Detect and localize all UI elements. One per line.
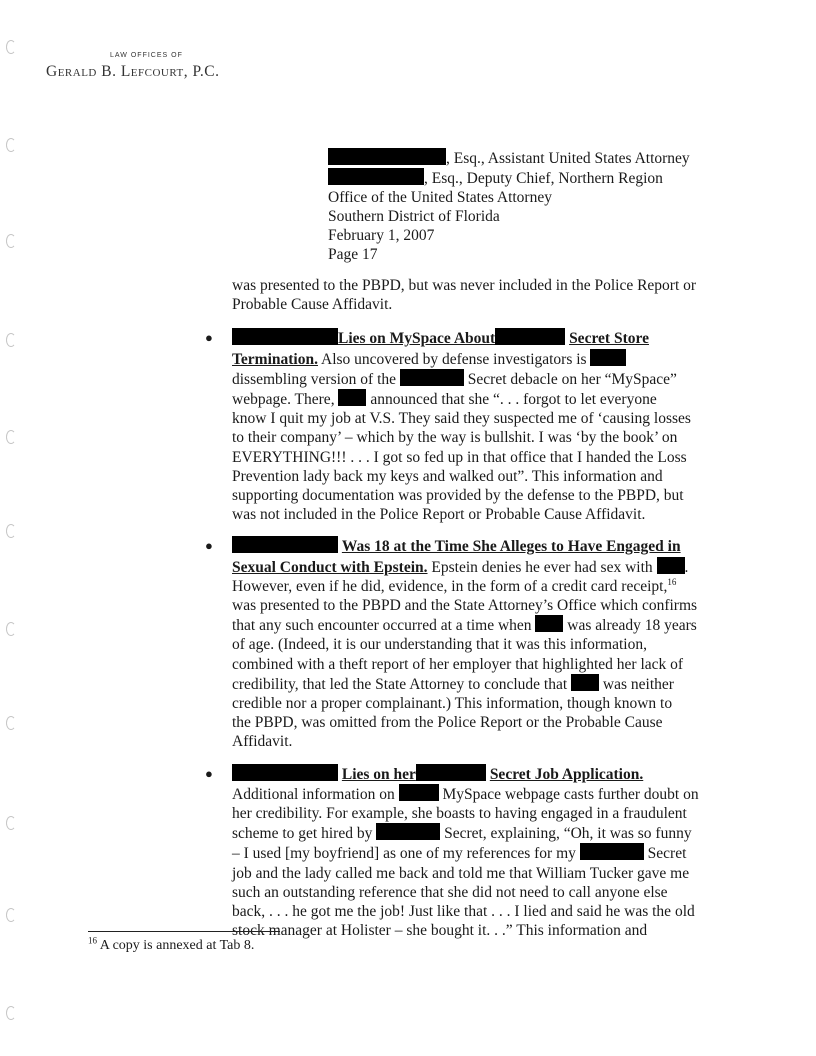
address-block xyxy=(328,148,690,264)
redaction-box xyxy=(399,784,439,801)
binder-hole xyxy=(6,333,16,347)
binder-hole xyxy=(6,816,16,830)
redaction-box xyxy=(328,148,446,165)
district-line: Southern District of Florida xyxy=(328,208,500,225)
redaction-box xyxy=(232,536,338,553)
redaction-box xyxy=(328,168,424,185)
bullet-job-application: ● Lies on her Secret Job Application. Additional information on MySpace webpage casts further doubt on her credibility. For example, she boasts to having engaged in a fraudulent scheme to get hired by Secret, explaining, “Oh, it was so funny – I used [my boyfriend] as one of my references for my Secret job and the lady called me back and told me that William Tucker gave me such an outstanding reference that she did not need to call anyone else back, . . . he got me the job! Just like that . . . I lied and said he was the old stock manager at Holister – she bought it. . .” This information and xyxy=(205,765,699,940)
redaction-box xyxy=(232,328,338,345)
binder-hole xyxy=(6,716,16,730)
redaction-box xyxy=(495,328,565,345)
footnote-reference[interactable]: 16 xyxy=(667,576,677,587)
footnote-divider xyxy=(88,931,280,932)
redaction-box xyxy=(376,823,440,840)
bullet-age-18: ● Was 18 at the Time She Alleges to Have Engaged in Sexual Conduct with Epstein. Epstein denies he ever had sex with . However, even if he did, evidence, in the form of a credit card receipt,$^{16}$ was presented to the PBPD and the State Attorney’s Office which confirms that any such encounter occurred at a time when was already 18 years of age. (Indeed, it is our understanding that it was this information, combined with a theft report of her employer that highlighted her lack of credibility, that led the State Attorney to conclude that was neither credible nor a proper complainant.) This information, though known to the PBPD, was omitted from the Police Report or the Probable Cause Affidavit. xyxy=(205,538,698,751)
firm-label: LAW OFFICES OF xyxy=(110,52,183,59)
bullet-icon: ● xyxy=(205,765,213,781)
letter-date: February 1, 2007 xyxy=(328,227,435,244)
binder-hole xyxy=(6,430,16,444)
bullet-icon: ● xyxy=(205,330,213,346)
office-line: Office of the United States Attorney xyxy=(328,189,552,206)
intro-paragraph: was presented to the PBPD, but was never included in the Police Report or Probable Cause Affidavit. xyxy=(232,277,697,314)
binder-hole xyxy=(6,1006,16,1020)
redaction-box xyxy=(657,557,685,574)
binder-hole xyxy=(6,138,16,152)
recipient-line-1: , Esq., Assistant United States Attorney xyxy=(328,148,690,168)
footnote-number: 16 xyxy=(88,935,97,946)
binder-hole xyxy=(6,524,16,538)
redaction-box xyxy=(232,764,338,781)
redaction-box xyxy=(416,764,486,781)
redaction-box xyxy=(580,843,644,860)
redaction-box xyxy=(338,389,366,406)
binder-hole xyxy=(6,234,16,248)
firm-name: Gerald B. Lefcourt, P.C. xyxy=(46,63,220,80)
recipient-line-2: , Esq., Deputy Chief, Northern Region xyxy=(328,168,690,188)
bullet-icon: ● xyxy=(205,538,213,554)
binder-hole xyxy=(6,908,16,922)
letter-body xyxy=(205,276,732,953)
binder-hole xyxy=(6,40,16,54)
redaction-box xyxy=(400,369,464,386)
redaction-box xyxy=(535,615,563,632)
redaction-box xyxy=(571,674,599,691)
redaction-box xyxy=(590,349,626,366)
bullet-myspace-termination: ● Lies on MySpace About Secret Store Termination. Also uncovered by defense investigators is dissembling version of the Secret debacle on her “MySpace” webpage. There, announced that she “. . . forgot to let everyone know I quit my job at V.S. They said they suspected me of ‘causing losses to their company’ – which by the way is bullshit. I was ‘by the book’ on EVERYTHING!!! . . . I got so fed up in that office that I handed the Loss Prevention lady back my keys and walked out”. This information and supporting documentation was provided by the defense to the PBPD, but was not included in the Police Report or Probable Cause Affidavit. xyxy=(205,330,691,524)
page-number: Page 17 xyxy=(328,246,378,263)
footnote: $^{16}$ A copy is annexed at Tab 8. xyxy=(88,935,255,953)
binder-hole xyxy=(6,622,16,636)
